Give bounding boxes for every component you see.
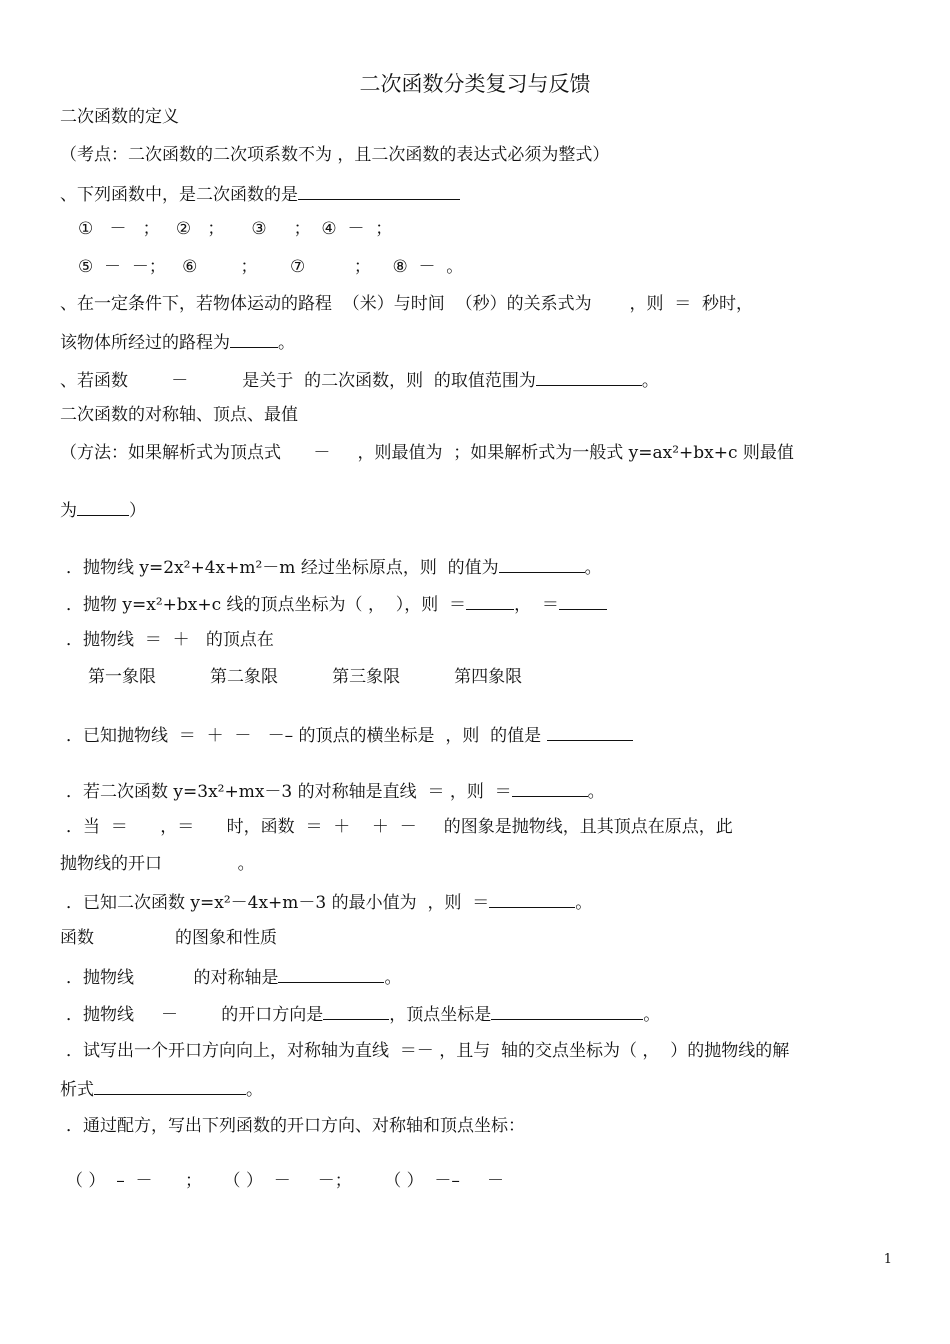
- question-end: 。: [384, 968, 402, 988]
- question-1-1-options-b: ⑤ － －； ⑥ ； ⑦ ； ⑧ － 。: [78, 257, 464, 277]
- question-text: 为: [60, 501, 77, 521]
- question-3-1: [66, 966, 401, 988]
- question-2-4: [66, 724, 633, 746]
- question-3-2: [66, 1003, 660, 1025]
- definition-note: （考点：二次函数的二次项系数不为 ，且二次函数的表达式必须为整式）: [60, 145, 610, 165]
- question-text: 、若函数 － 是关于 的二次函数，则 的取值范围为: [60, 371, 536, 391]
- question-text: ．已知二次函数 y=x²－4x+m－3 的最小值为 ，则 ＝: [66, 893, 490, 913]
- question-1-2-line-a: 、在一定条件下，若物体运动的路程 （米）与时间 （秒）的关系式为 ，则 ＝ 秒时，: [60, 294, 754, 314]
- answer-blank-direction[interactable]: [323, 1003, 389, 1020]
- question-end: ）: [129, 501, 146, 521]
- question-mid: ， ＝: [514, 595, 559, 615]
- method-note-a: （方法：如果解析式为顶点式 － ，则最值为 ；如果解析式为一般式 y=ax²+bx+c 则最值: [60, 443, 794, 463]
- question-2-3-options: 第一象限 第二象限 第三象限 第四象限: [88, 667, 523, 687]
- question-1-2-line-b: [60, 331, 295, 353]
- question-text: 该物体所经过的路程为: [60, 333, 230, 353]
- question-3-4: ．通过配方，写出下列函数的开口方向、对称轴和顶点坐标：: [66, 1116, 525, 1136]
- question-text: 析式: [60, 1080, 94, 1100]
- question-text: ．抛物线 － 的开口方向是: [66, 1005, 324, 1025]
- question-1-1: [60, 183, 460, 205]
- question-2-5: [66, 780, 605, 802]
- answer-blank[interactable]: [536, 369, 642, 386]
- question-text: ．抛物线 的对称轴是: [66, 968, 279, 988]
- page-number: 1: [883, 1252, 892, 1267]
- answer-blank[interactable]: [512, 780, 588, 797]
- question-2-6-line-b: 抛物线的开口 。: [60, 854, 255, 874]
- question-1-3: [60, 369, 659, 391]
- question-end: 。: [643, 1005, 661, 1025]
- question-end: 。: [587, 782, 605, 802]
- answer-blank[interactable]: [94, 1078, 246, 1095]
- section-heading-graph-properties: 函数 的图象和性质: [60, 928, 278, 948]
- question-2-7: [66, 891, 592, 913]
- question-3-4-items: （ ） – － ； （ ） － －； （ ） －– －: [66, 1171, 504, 1191]
- method-note-b: [60, 499, 146, 521]
- answer-blank[interactable]: [77, 499, 129, 516]
- question-2-1: [66, 556, 602, 578]
- question-1-1-options-a: ① － ； ② ； ③ ； ④ － ；: [78, 219, 393, 239]
- question-end: 。: [278, 333, 295, 353]
- question-2-2: [66, 593, 607, 615]
- question-mid: ，顶点坐标是: [389, 1005, 492, 1025]
- answer-blank-vertex[interactable]: [491, 1003, 643, 1020]
- answer-blank[interactable]: [278, 966, 384, 983]
- answer-blank[interactable]: [547, 724, 633, 741]
- page-title: 二次函数分类复习与反馈: [359, 72, 591, 96]
- answer-blank-b[interactable]: [466, 593, 514, 610]
- section-heading-definition: 二次函数的定义: [60, 107, 179, 127]
- question-text: ．抛物 y=x²+bx+c 线的顶点坐标为（ ， ），则 ＝: [66, 595, 467, 615]
- answer-blank-c[interactable]: [559, 593, 607, 610]
- question-2-6-line-a: ．当 ＝ ，＝ 时，函数 ＝ ＋ ＋ － 的图象是抛物线，且其顶点在原点，此: [66, 817, 733, 837]
- question-3-3-line-a: ．试写出一个开口方向向上，对称轴为直线 ＝－ ，且与 轴的交点坐标为（ ， ）的抛物线的解: [66, 1041, 790, 1061]
- answer-blank[interactable]: [489, 891, 575, 908]
- section-heading-axis-vertex: 二次函数的对称轴、顶点、最值: [60, 405, 298, 425]
- answer-blank[interactable]: [298, 183, 460, 200]
- answer-blank[interactable]: [499, 556, 585, 573]
- question-text: ．抛物线 y=2x²+4x+m²－m 经过坐标原点，则 的值为: [66, 558, 499, 578]
- question-end: 。: [584, 558, 602, 578]
- question-2-3: ．抛物线 ＝ ＋ 的顶点在: [66, 630, 274, 650]
- question-end: 。: [641, 371, 659, 391]
- question-3-3-line-b: [60, 1078, 263, 1100]
- question-text: 、下列函数中，是二次函数的是: [60, 185, 298, 205]
- question-text: ．若二次函数 y=3x²+mx－3 的对称轴是直线 ＝ ，则 ＝: [66, 782, 512, 802]
- question-end: 。: [575, 893, 593, 913]
- question-end: 。: [246, 1080, 263, 1100]
- question-text: ．已知抛物线 ＝ ＋ － －– 的顶点的横坐标是 ，则 的值是: [66, 726, 542, 746]
- answer-blank[interactable]: [230, 331, 278, 348]
